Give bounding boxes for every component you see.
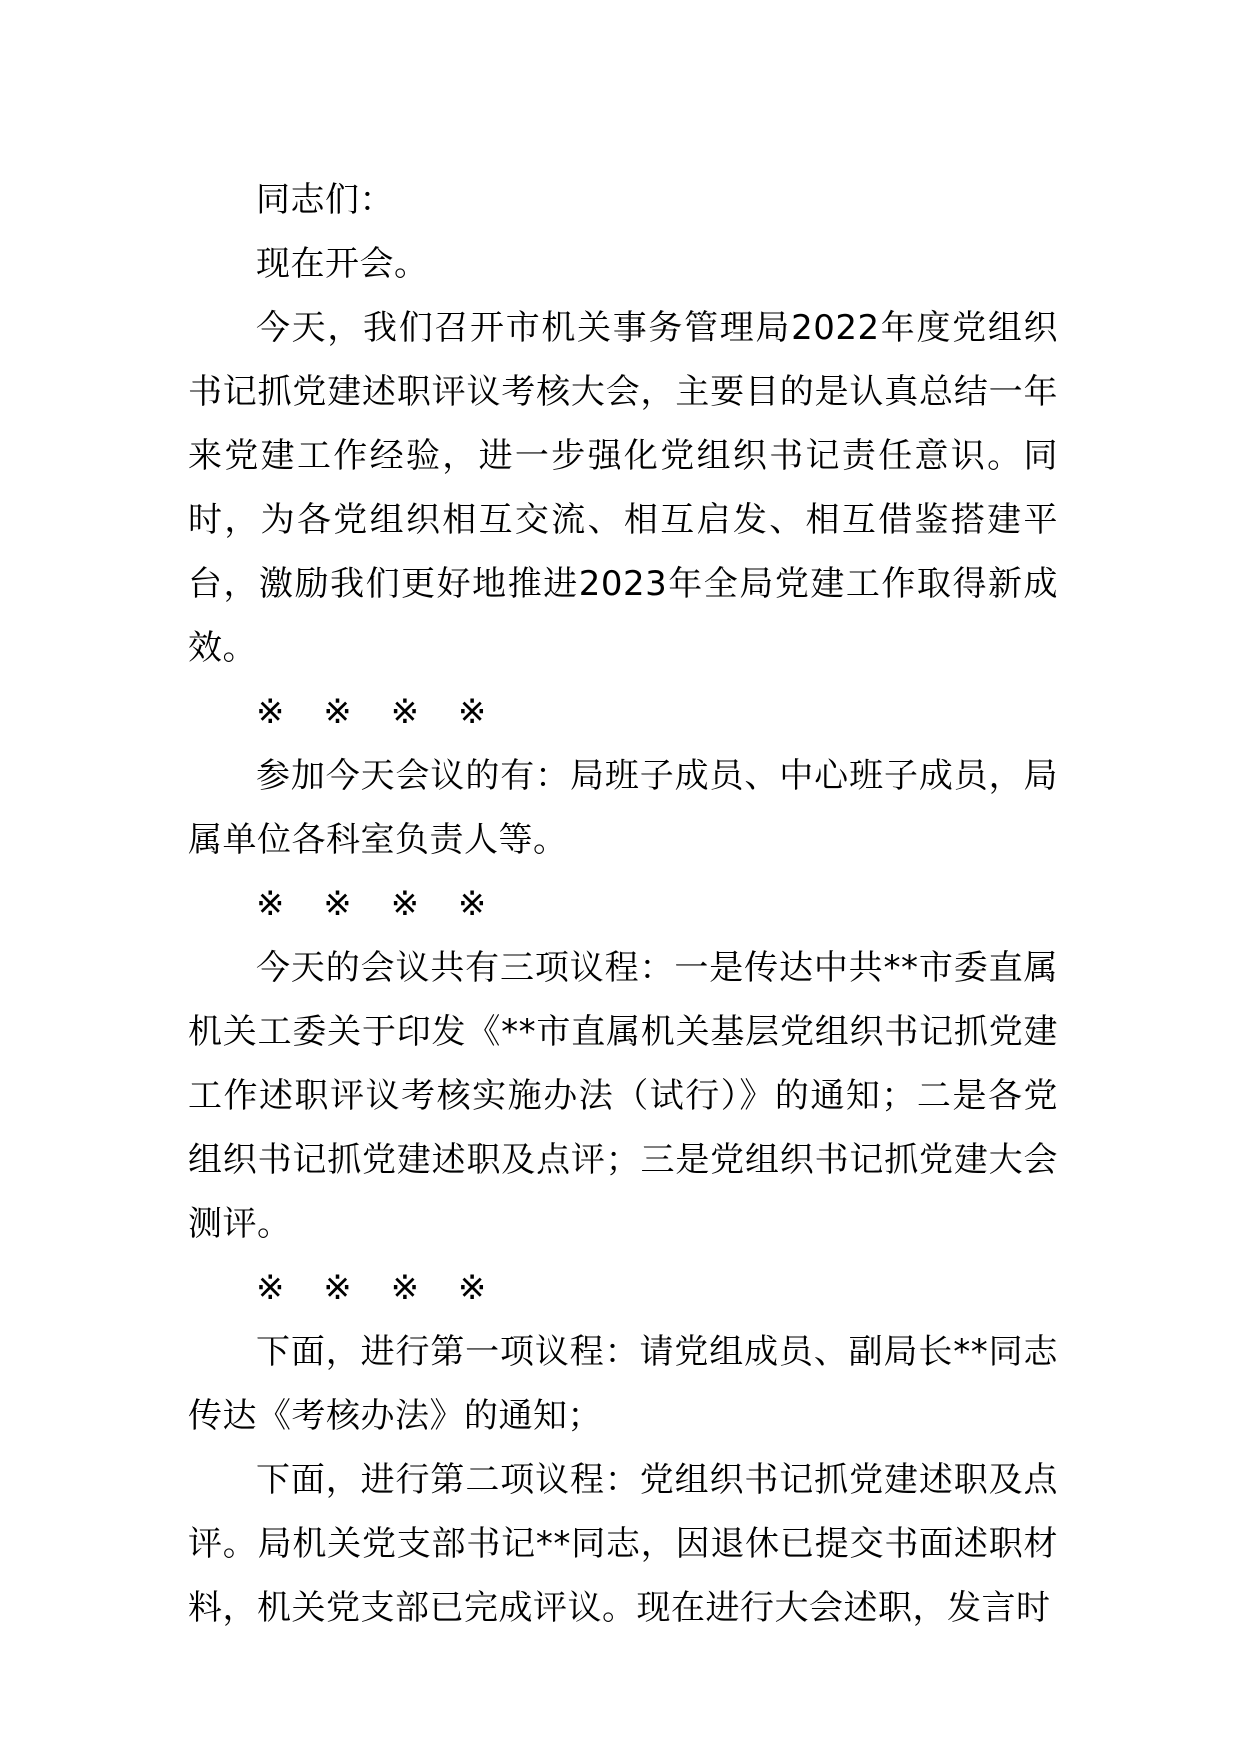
agenda-item-two-paragraph: 下面，进行第二项议程：党组织书记抓党建述职及点评。局机关党支部书记**同志，因退休已提交书面述职材料，机关党支部已完成评议。现在进行大会述职，发言时 bbox=[188, 1460, 1058, 1628]
opening-line: 现在开会。 bbox=[256, 244, 429, 284]
salutation: 同志们： bbox=[256, 180, 394, 220]
section-separator: ※ ※ ※ ※ bbox=[256, 1268, 501, 1308]
section-separator: ※ ※ ※ ※ bbox=[256, 692, 501, 732]
attendees-paragraph: 参加今天会议的有：局班子成员、中心班子成员，局属单位各科室负责人等。 bbox=[188, 756, 1058, 860]
meeting-purpose-paragraph: 今天，我们召开市机关事务管理局2022年度党组织书记抓党建述职评议考核大会，主要目的是认真总结一年来党建工作经验，进一步强化党组织书记责任意识。同时，为各党组织相互交流、相互启发、相互借鉴搭建平台，激励我们更好地推进2023年全局党建工作取得新成效。 bbox=[188, 308, 1058, 668]
section-separator: ※ ※ ※ ※ bbox=[256, 884, 501, 924]
document-body bbox=[188, 168, 1058, 1640]
agenda-item-one-paragraph: 下面，进行第一项议程：请党组成员、副局长**同志传达《考核办法》的通知； bbox=[188, 1332, 1058, 1436]
agenda-paragraph: 今天的会议共有三项议程：一是传达中共**市委直属机关工委关于印发《**市直属机关基层党组织书记抓党建工作述职评议考核实施办法（试行）》的通知；二是各党组织书记抓党建述职及点评；三是党组织书记抓党建大会测评。 bbox=[188, 948, 1058, 1244]
